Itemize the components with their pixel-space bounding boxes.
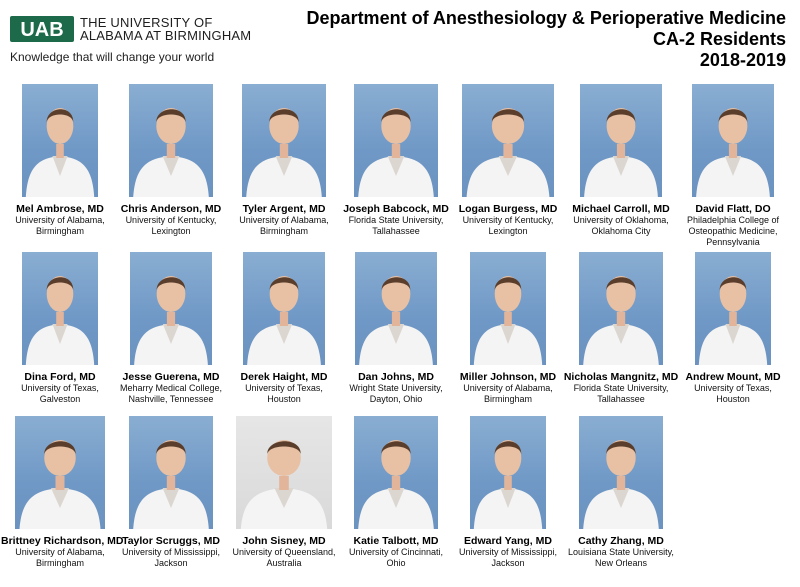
resident-affiliation: Louisiana State University, New Orleans [568, 547, 674, 568]
resident-photo [579, 252, 663, 365]
resident-portrait-icon [354, 84, 438, 197]
resident-card [562, 416, 680, 569]
resident-card [337, 252, 455, 405]
resident-name: Joseph Babcock, MD [343, 203, 449, 215]
resident-name: Logan Burgess, MD [458, 203, 558, 215]
resident-name: Tyler Argent, MD [242, 203, 326, 215]
resident-affiliation: University of Queensland, Australia [232, 547, 336, 568]
resident-name: Jesse Guerena, MD [122, 371, 220, 383]
resident-portrait-icon [579, 252, 663, 365]
resident-portrait-icon [355, 252, 437, 365]
resident-affiliation: University of Alabama, Birmingham [15, 547, 105, 568]
resident-card [1, 252, 119, 405]
resident-name: Cathy Zhang, MD [578, 535, 664, 547]
resident-card [449, 84, 567, 237]
page-title: Department of Anesthesiology & Perioperative Medicine [306, 8, 786, 28]
resident-photo [579, 416, 663, 529]
resident-name: Dan Johns, MD [358, 371, 434, 383]
resident-affiliation: University of Kentucky, Lexington [462, 215, 554, 236]
resident-card [225, 252, 343, 405]
resident-portrait-icon [22, 252, 98, 365]
resident-card [449, 252, 567, 405]
svg-text:UAB: UAB [20, 19, 64, 41]
resident-photo [22, 84, 98, 197]
resident-affiliation: University of Kentucky, Lexington [125, 215, 217, 236]
resident-affiliation: University of Alabama, Birmingham [15, 215, 105, 236]
resident-card [112, 84, 230, 237]
resident-portrait-icon [695, 252, 771, 365]
resident-card [562, 84, 680, 237]
resident-name: Derek Haight, MD [240, 371, 328, 383]
resident-portrait-icon [22, 84, 98, 197]
resident-card [337, 416, 455, 569]
resident-portrait-icon [580, 84, 662, 197]
resident-affiliation: Meharry Medical College, Nashville, Tennessee [119, 383, 223, 404]
resident-name: Katie Talbott, MD [353, 535, 439, 547]
resident-name: Taylor Scruggs, MD [122, 535, 220, 547]
resident-photo [580, 84, 662, 197]
resident-name: Chris Anderson, MD [120, 203, 222, 215]
resident-card [225, 84, 343, 237]
resident-card [337, 84, 455, 237]
resident-affiliation: University of Alabama, Birmingham [239, 215, 329, 236]
resident-name: Miller Johnson, MD [459, 371, 557, 383]
resident-photo [129, 416, 213, 529]
resident-affiliation: University of Texas, Houston [694, 383, 772, 404]
resident-affiliation: Florida State University, Tallahassee [348, 215, 444, 236]
resident-name: Dina Ford, MD [24, 371, 96, 383]
resident-photo [355, 252, 437, 365]
resident-portrait-icon [130, 252, 212, 365]
resident-name: Andrew Mount, MD [685, 371, 781, 383]
resident-name: Michael Carroll, MD [572, 203, 670, 215]
resident-card [1, 416, 124, 569]
resident-photo [695, 252, 771, 365]
resident-photo [130, 252, 212, 365]
resident-photo [243, 252, 325, 365]
resident-photo [470, 252, 546, 365]
resident-name: Brittney Richardson, MD [1, 535, 124, 547]
logo-line-2: ALABAMA AT BIRMINGHAM [80, 28, 252, 43]
resident-name: David Flatt, DO [695, 203, 771, 215]
resident-portrait-icon [242, 84, 326, 197]
resident-photo [15, 416, 105, 529]
resident-photo [354, 416, 438, 529]
resident-portrait-icon [470, 416, 546, 529]
resident-photo [470, 416, 546, 529]
resident-card [674, 84, 792, 248]
resident-affiliation: Wright State University, Dayton, Ohio [349, 383, 443, 404]
resident-portrait-icon [354, 416, 438, 529]
resident-affiliation: University of Oklahoma, Oklahoma City [573, 215, 669, 236]
resident-card [562, 252, 680, 405]
resident-affiliation: Philadelphia College of Osteopathic Medicine, Pennsylvania [686, 215, 780, 247]
resident-photo [22, 252, 98, 365]
resident-photo [236, 416, 332, 529]
resident-name: Edward Yang, MD [464, 535, 552, 547]
resident-affiliation: University of Alabama, Birmingham [463, 383, 553, 404]
resident-photo [242, 84, 326, 197]
resident-affiliation: University of Cincinnati, Ohio [348, 547, 444, 568]
resident-card [112, 416, 230, 569]
resident-name: Mel Ambrose, MD [16, 203, 104, 215]
resident-affiliation: Florida State University, Tallahassee [573, 383, 669, 404]
resident-card [225, 416, 343, 569]
resident-portrait-icon [15, 416, 105, 529]
resident-portrait-icon [692, 84, 774, 197]
resident-card [1, 84, 119, 237]
resident-portrait-icon [470, 252, 546, 365]
logo-line-1: THE UNIVERSITY OF [80, 15, 213, 30]
resident-card [112, 252, 230, 405]
resident-portrait-icon [129, 84, 213, 197]
resident-card [674, 252, 792, 405]
resident-name: John Sisney, MD [242, 535, 326, 547]
resident-affiliation: University of Texas, Galveston [21, 383, 99, 404]
logo-tagline: Knowledge that will change your world [10, 50, 215, 64]
resident-name: Nicholas Mangnitz, MD [563, 371, 679, 383]
resident-portrait-icon [579, 416, 663, 529]
resident-portrait-icon [462, 84, 554, 197]
resident-photo [354, 84, 438, 197]
resident-photo [692, 84, 774, 197]
page-year: 2018-2019 [699, 50, 786, 70]
resident-photo [462, 84, 554, 197]
resident-portrait-icon [236, 416, 332, 529]
resident-portrait-icon [129, 416, 213, 529]
resident-affiliation: University of Texas, Houston [245, 383, 323, 404]
resident-photo [129, 84, 213, 197]
resident-affiliation: University of Mississippi, Jackson [121, 547, 221, 568]
resident-card [449, 416, 567, 569]
resident-portrait-icon [243, 252, 325, 365]
resident-affiliation: University of Mississippi, Jackson [458, 547, 558, 568]
page-subtitle: CA-2 Residents [652, 29, 786, 49]
